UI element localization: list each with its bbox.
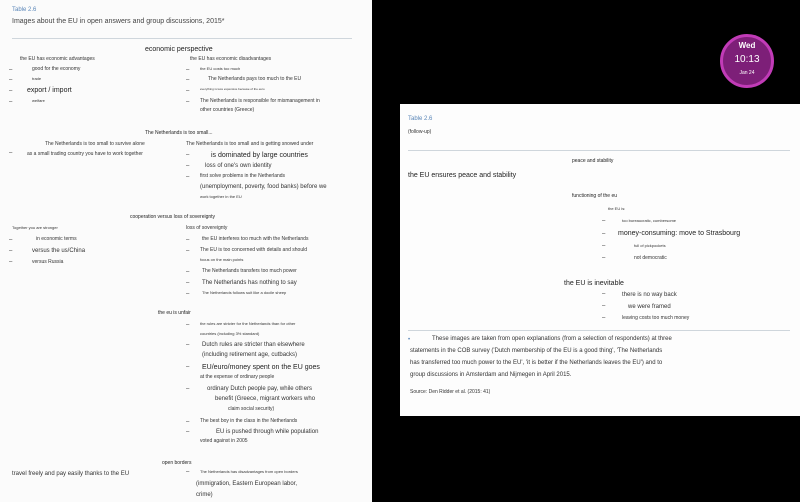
section-borders: open borders <box>162 460 192 466</box>
coop-right-item: The Netherlands has nothing to say <box>202 280 297 286</box>
econ-left-item: trade <box>32 76 42 81</box>
table-label: Table 2.6 <box>12 7 37 13</box>
left-document-page: Table 2.6 Images about the EU in open answers and group discussions, 2015* economic perspective the EU has economic advantages the EU has economic disadvantages – good for the economy – trade – export / import – welfare – the EU costs too much – The Netherlands pays too much to the EU – everything is less expensive because of the euro – The Netherlands is responsible for mismanagement in other countries (Greece) The Netherlands is too small... The Netherlands is too small to survive alone – as a small trading country you have to work together The Netherlands is too small and is getting snowed under – is dominated by large countries – loss of one's own identity – first solve problems in the Netherlands (unemployment, poverty, food banks) before we work together in the EU cooperation versus loss of sovereignty Together you are stronger loss of sovereignty – in economic terms – versus the us/China – versus Russia – the EU interferes too much with the Netherlands – The EU is too concerned with details and should focus on the main points – The Netherlands transfers too much power – The Netherlands has nothing to say – The Netherlands follows suit like a docile sheep the eu is unfair – the rules are stricter for the Netherlands than for other countries (including 3% standard) – Dutch rules are stricter than elsewhere (including retirement age, cutbacks) – EU/euro/money spent on the EU goes at the expense of ordinary people – ordinary Dutch people pay, while others benefit (Greece, migrant workers who claim social security) – The best boy in the class in the Netherlands – EU is pushed through while population voted against in 2005 open borders travel freely and pay easily thanks to the EU – The Netherlands has disadvantages from open borders (immigration, Eastern European labor, crime) <box>0 0 372 502</box>
coop-right-header: loss of sovereignty <box>186 225 228 231</box>
econ-right-item: everything is less expensive because of the euro <box>200 87 265 91</box>
section-economic: economic perspective <box>145 46 213 53</box>
section-small: The Netherlands is too small... <box>145 130 213 136</box>
borders-right-item: crime) <box>196 492 213 498</box>
footnote-rule <box>408 330 790 331</box>
econ-left-item: export / import <box>27 87 72 94</box>
functioning-item: full of pickpockets <box>634 243 666 248</box>
functioning-item: not democratic <box>634 255 667 261</box>
unfair-item: voted against in 2005 <box>200 438 248 444</box>
econ-left-item: welfare <box>32 98 45 103</box>
section-inevitable: the EU is inevitable <box>564 280 624 287</box>
econ-right-item: The Netherlands pays too much to the EU <box>208 76 302 82</box>
econ-right-item: The Netherlands is responsible for mismanagement in <box>200 98 320 104</box>
inevitable-item: we were framed <box>628 304 671 310</box>
functioning-item: money-consuming: move to Strasbourg <box>618 230 741 237</box>
small-right-item: is dominated by large countries <box>211 152 308 159</box>
unfair-item: EU is pushed through while population <box>216 429 319 435</box>
coop-right-item: The Netherlands follows suit like a docile sheep <box>202 290 287 295</box>
functioning-item: too bureaucratic, cumbersome <box>622 218 677 223</box>
right-document-page: Table 2.6 (follow-up) peace and stability the EU ensures peace and stability functioning of the eu the EU is: – too bureaucratic, cumbersome – money-consuming: move to Strasbourg – full of pickpockets – not democratic the EU is inevitable – there is no way back – we were framed – leaving costs too much money • These images are taken from open explanations (from a selection of respondents) at three statements in the COB survey ('Dutch membership of the EU is a good thing', 'The Netherlands has transferred too much power to the EU', 'it is better if the Netherlands leaves the EU') and to group discussions in Amsterdam and Nijmegen in April 2015. Source: Den Ridder et al. (2015: 41) <box>400 104 800 416</box>
small-right-item: loss of one's own identity <box>205 163 272 169</box>
coop-left-item: versus Russia <box>32 259 64 265</box>
eu-is-label: the EU is: <box>608 206 626 211</box>
unfair-item: EU/euro/money spent on the EU goes <box>202 364 320 371</box>
section-coop: cooperation versus loss of sovereignty <box>130 214 216 220</box>
clock-day: Wed <box>738 41 756 50</box>
unfair-item: the rules are stricter for the Netherlands than for other <box>200 321 296 326</box>
table-title: Images about the EU in open answers and group discussions, 2015* <box>12 18 225 25</box>
small-right-item: The Netherlands is too small and is getting snowed under <box>186 141 314 147</box>
unfair-item: claim social security) <box>228 406 275 412</box>
unfair-item: ordinary Dutch people pay, while others <box>207 386 312 392</box>
unfair-item: Dutch rules are stricter than elsewhere <box>202 342 305 348</box>
econ-right-item: the EU costs too much <box>200 66 241 71</box>
coop-right-item: The EU is too concerned with details and should <box>200 247 308 253</box>
footnote-line: has transferred too much power to the EU', 'it is better if the Netherlands leaves the EU') and to <box>410 360 663 366</box>
clock-widget[interactable] <box>720 34 774 88</box>
clock-time: 10:13 <box>734 54 760 65</box>
col-right-header: the EU has economic disadvantages <box>190 56 272 62</box>
inevitable-item: there is no way back <box>622 292 677 298</box>
clock-date: Jan 24 <box>739 70 755 76</box>
section-unfair: the eu is unfair <box>158 310 191 316</box>
unfair-item: countries (including 3% standard) <box>200 331 260 336</box>
coop-left-item: in economic terms <box>36 236 77 242</box>
small-left-item: as a small trading country you have to work together <box>27 151 143 157</box>
footnote-line: statements in the COB survey ('Dutch membership of the EU is a good thing', 'The Netherlands <box>410 348 663 354</box>
small-right-item: work together in the EU <box>200 194 242 199</box>
inevitable-item: leaving costs too much money <box>622 315 690 321</box>
unfair-item: at the expense of ordinary people <box>200 374 275 380</box>
col-left-header: the EU has economic advantages <box>20 56 95 62</box>
table-label: Table 2.6 <box>408 116 433 122</box>
unfair-item: (including retirement age, cutbacks) <box>202 352 298 358</box>
borders-right-item: The Netherlands has disadvantages from open borders <box>200 469 298 474</box>
coop-right-item: The Netherlands transfers too much power <box>202 268 297 274</box>
title-rule <box>12 38 352 39</box>
peace-line: the EU ensures peace and stability <box>408 172 517 179</box>
coop-left-item: versus the us/China <box>32 248 86 254</box>
unfair-item: The best boy in the class in the Netherlands <box>200 418 298 424</box>
small-left-item: The Netherlands is too small to survive alone <box>45 141 145 147</box>
econ-left-item: good for the economy <box>32 66 81 72</box>
borders-right-item: (immigration, Eastern European labor, <box>196 481 298 487</box>
section-functioning: functioning of the eu <box>572 193 618 199</box>
small-right-item: (unemployment, poverty, food banks) before we <box>200 184 327 190</box>
coop-right-item: focus on the main points <box>200 257 244 262</box>
footnote-line: These images are taken from open explanations (from a selection of respondents) at three <box>432 336 672 342</box>
unfair-item: benefit (Greece, migrant workers who <box>215 396 316 402</box>
coop-right-item: the EU interferes too much with the Netherlands <box>202 236 309 242</box>
coop-left-header: Together you are stronger <box>12 225 58 230</box>
section-peace: peace and stability <box>572 158 614 164</box>
econ-right-item: other countries (Greece) <box>200 107 255 113</box>
table-subtitle: (follow-up) <box>408 129 432 135</box>
small-right-item: first solve problems in the Netherlands <box>200 173 286 179</box>
source-note: Source: Den Ridder et al. (2015: 41) <box>410 389 491 395</box>
footnote-line: group discussions in Amsterdam and Nijmegen in April 2015. <box>410 372 572 378</box>
borders-left-item: travel freely and pay easily thanks to the EU <box>12 471 130 477</box>
subtitle-rule <box>408 150 790 151</box>
